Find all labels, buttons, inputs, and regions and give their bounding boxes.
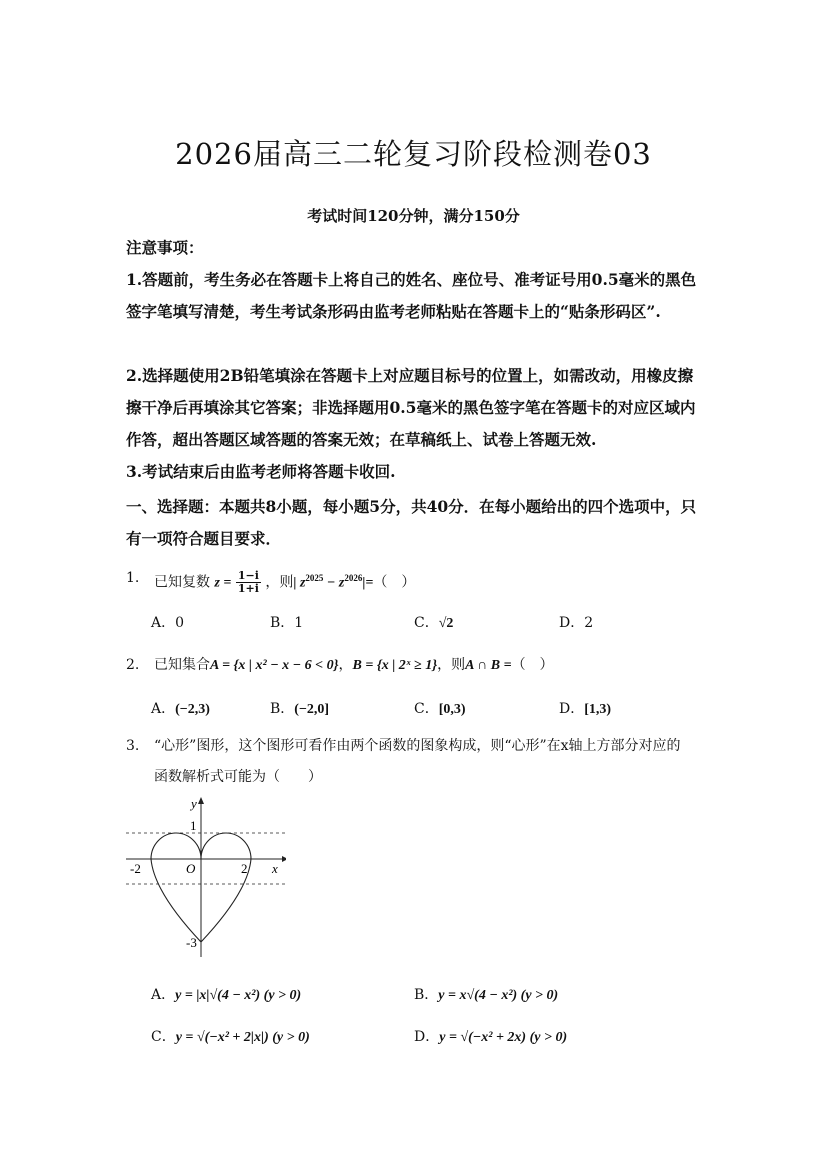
tick-label-neg2: -2 xyxy=(130,861,141,876)
exam-title: 2026届高三二轮复习阶段检测卷03 xyxy=(175,137,652,171)
question-text: 已知复数 z = $\frac{1-i}{1+i}$ ，则| $z^{2025} - z^{2026}|=$（ ） xyxy=(154,569,416,596)
exam-subtitle: 考试时间120分钟，满分150分 xyxy=(307,207,520,225)
q3-option-b[interactable]: B．y = x√(4 − x²) (y > 0) xyxy=(414,987,559,1003)
x-axis-arrow xyxy=(282,856,286,862)
question-number: 2. xyxy=(126,657,140,673)
question-text: 已知集合A = {x | x² − x − 6 < 0}，B = {x | 2ˣ ≥ 1}，则A ∩ B =（ ） xyxy=(154,657,554,673)
notice-item-2: 2.选择题使用2B铅笔填涂在答题卡上对应题目标号的位置上，如需改动，用橡皮擦擦干净后再填涂其它答案；非选择题用0.5毫米的黑色签字笔在答题卡的对应区域内作答，超出答题区域答题的答案无效；在草稿纸上、试卷上答题无效. xyxy=(126,366,696,449)
q1-option-b[interactable]: B．1 xyxy=(270,615,304,631)
q1-option-d[interactable]: D．2 xyxy=(559,615,594,631)
y-axis-label: y xyxy=(191,796,197,811)
q3-option-d[interactable]: D．y = √(−x² + 2x) (y > 0) xyxy=(414,1029,568,1045)
y-axis-arrow xyxy=(198,797,204,804)
exam-page: 2026届高三二轮复习阶段检测卷03 考试时间120分钟，满分150分 注意事项： 1.答题前，考生务必在答题卡上将自己的姓名、座位号、准考证号用0.5毫米的黑色签字笔填写清楚，考生考试条形码由监考老师粘贴在答题卡上的“贴条形码区”. 2.选择题使用2B铅笔填涂在答题卡上对应题目标号的位置上，如需改动，用橡皮擦擦干净后再填涂其它答案；非选择题用0.5毫米的黑色签字笔在答题卡的对应区域内作答，超出答题区域答题的答案无效；在草稿纸上、试卷上答题无效. 3.考试结束后由监考老师将答题卡收回. 一、选择题：本题共8小题，每小题5分，共40分．在每小题给出的四个选项中，只有一项符合题目要求． 1. 已知复数 z = $\frac{1-i}{1+i}$ ，则| $z^{2025} - z^{2026}|=$（ ） A．0 B．1 C．√2 D．2 2. 已知集合A = {x | x² − x − 6 < 0}，B = {x | 2ˣ ≥ 1}，则A ∩ B =（ ） A．(−2,3) B．(−2,0] C．[0,3) D．[1,3) 3. “心形”图形，这个图形可看作由两个函数的图象构成，则“心形”在x轴上方部分对应的 函数解析式可能为（ ） y x O 1 -2 2 -3 A．y = |x|√(4 − x²) (y > 0) B．y = x√(4 − x²) (y > 0) C．y = √(−x² + 2|x|) (y > 0) D．y = √(−x² + 2x) (y > 0) xyxy=(0,0,827,1169)
tick-label-1: 1 xyxy=(190,818,197,833)
q2-option-d[interactable]: D．[1,3) xyxy=(559,701,612,717)
q2-option-a[interactable]: A．(−2,3) xyxy=(151,701,210,717)
origin-label: O xyxy=(186,861,196,876)
tick-label-neg3: -3 xyxy=(186,935,197,950)
q1-option-a[interactable]: A．0 xyxy=(151,615,185,631)
question-number: 3. xyxy=(126,738,140,754)
heart-graph xyxy=(126,792,286,957)
notice-item-3: 3.考试结束后由监考老师将答题卡收回. xyxy=(126,462,396,481)
question-number: 1. xyxy=(126,570,140,586)
section-1-heading: 一、选择题：本题共8小题，每小题5分，共40分．在每小题给出的四个选项中，只有一项符合题目要求． xyxy=(126,497,697,548)
question-text: “心形”图形，这个图形可看作由两个函数的图象构成，则“心形”在x轴上方部分对应的 xyxy=(154,738,681,754)
q3-option-a[interactable]: A．y = |x|√(4 − x²) (y > 0) xyxy=(151,987,302,1003)
tick-label-2: 2 xyxy=(241,861,248,876)
q1-option-c[interactable]: C．√2 xyxy=(414,615,454,631)
notice-item-1: 1.答题前，考生务必在答题卡上将自己的姓名、座位号、准考证号用0.5毫米的黑色签字笔填写清楚，考生考试条形码由监考老师粘贴在答题卡上的“贴条形码区”. xyxy=(126,270,697,321)
x-axis-label: x xyxy=(272,861,278,876)
q2-option-c[interactable]: C．[0,3) xyxy=(414,701,466,717)
q3-option-c[interactable]: C．y = √(−x² + 2|x|) (y > 0) xyxy=(151,1029,310,1045)
q2-option-b[interactable]: B．(−2,0] xyxy=(270,701,330,717)
notice-heading: 注意事项： xyxy=(126,238,204,257)
fraction: $\frac{1-i}{1+i}$ xyxy=(237,569,259,596)
